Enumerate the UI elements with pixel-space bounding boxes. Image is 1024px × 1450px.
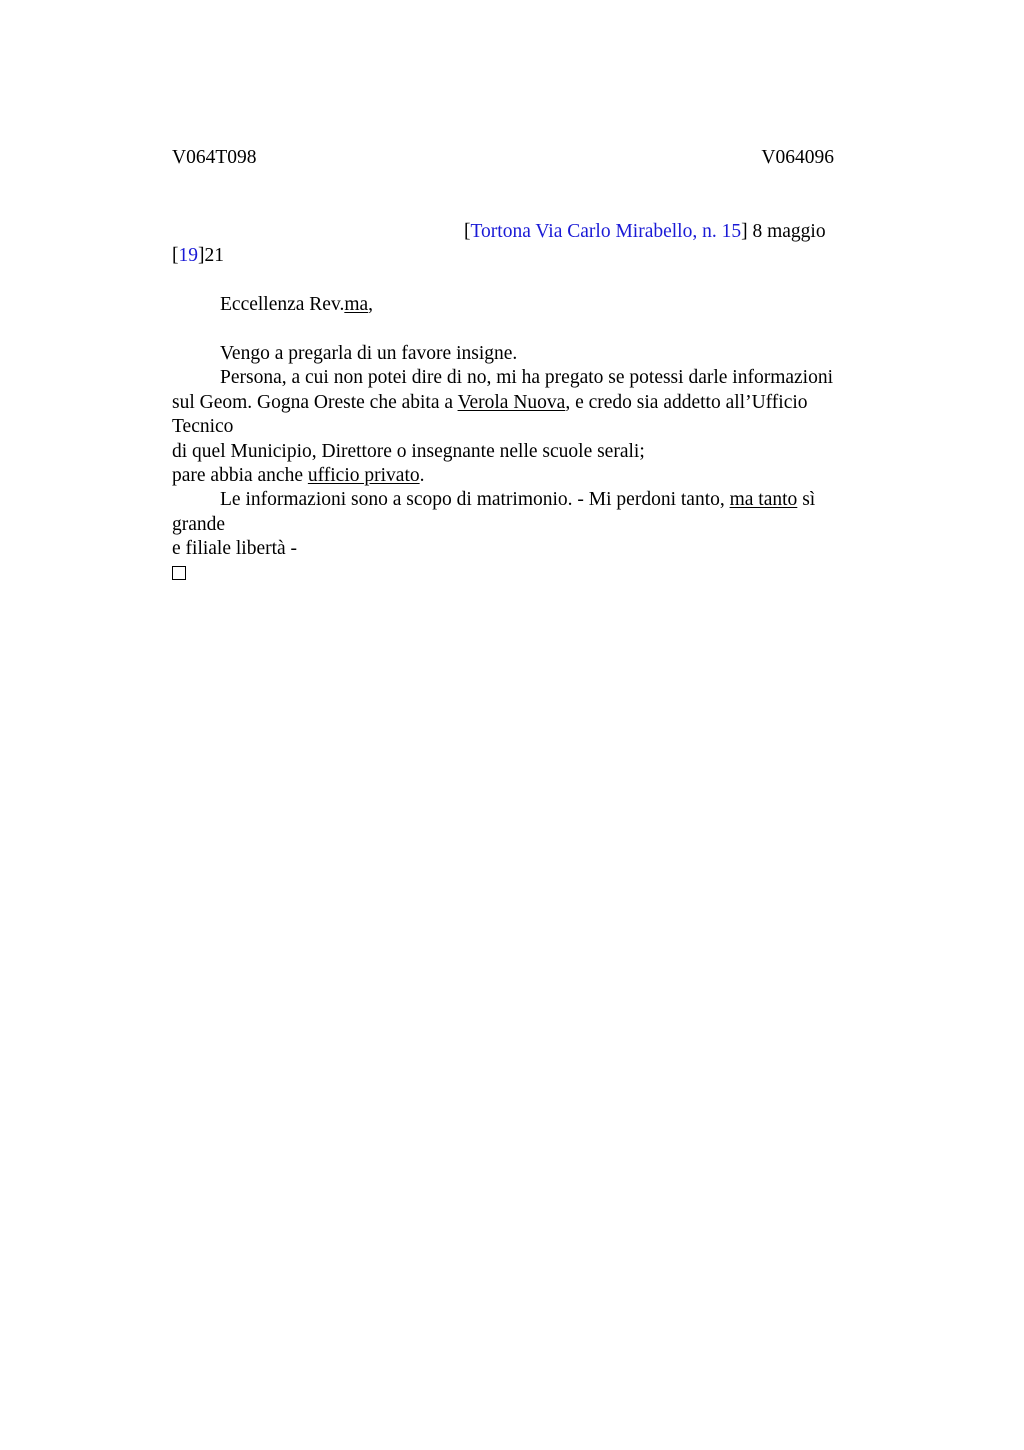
salutation: Eccellenza Rev.ma, xyxy=(220,294,374,316)
paragraph-2-line-1: Persona, a cui non potei dire di no, mi ha pregato se potessi darle informazioni xyxy=(220,367,834,389)
paragraph-3-line-1: Le informazioni sono a scopo di matrimonio. - Mi perdoni tanto, ma tanto sì xyxy=(220,489,816,511)
paragraph-3-line-3: e filiale libertà - xyxy=(172,538,298,560)
paragraph-2-line-2: sul Geom. Gogna Oreste che abita a Verola Nuova, e credo sia addetto all’Ufficio xyxy=(172,391,808,413)
underlined-office: ufficio privato xyxy=(307,464,420,486)
dateline-date: 8 maggio xyxy=(747,221,826,242)
dateline-year: [19]21 xyxy=(172,245,224,267)
placeholder-box xyxy=(172,561,872,585)
paragraph-2-line-5: pare abbia anche ufficio privato. xyxy=(172,464,425,486)
code-left: V064T098 xyxy=(172,147,257,168)
underlined-place: Verola Nuova xyxy=(457,391,566,413)
paragraph-3-line-2: grande xyxy=(172,513,226,535)
paragraph-2-line-3: Tecnico xyxy=(172,416,234,438)
underlined-emphasis: ma tanto xyxy=(729,489,798,511)
document-page xyxy=(172,0,872,1450)
code-right: V064096 xyxy=(761,147,834,168)
paragraph-1: Vengo a pregarla di un favore insigne. xyxy=(220,342,518,364)
document-codes xyxy=(172,146,834,170)
letter-body xyxy=(172,220,872,586)
paragraph-2-line-4: di quel Municipio, Direttore o insegnante nelle scuole serali; xyxy=(172,440,645,462)
square-box-icon xyxy=(172,566,186,580)
dateline: [Tortona Via Carlo Mirabello, n. 15] 8 maggio xyxy=(464,221,826,242)
year-century: 19 xyxy=(178,245,198,267)
dateline-place: Tortona Via Carlo Mirabello, n. 15 xyxy=(470,221,742,242)
